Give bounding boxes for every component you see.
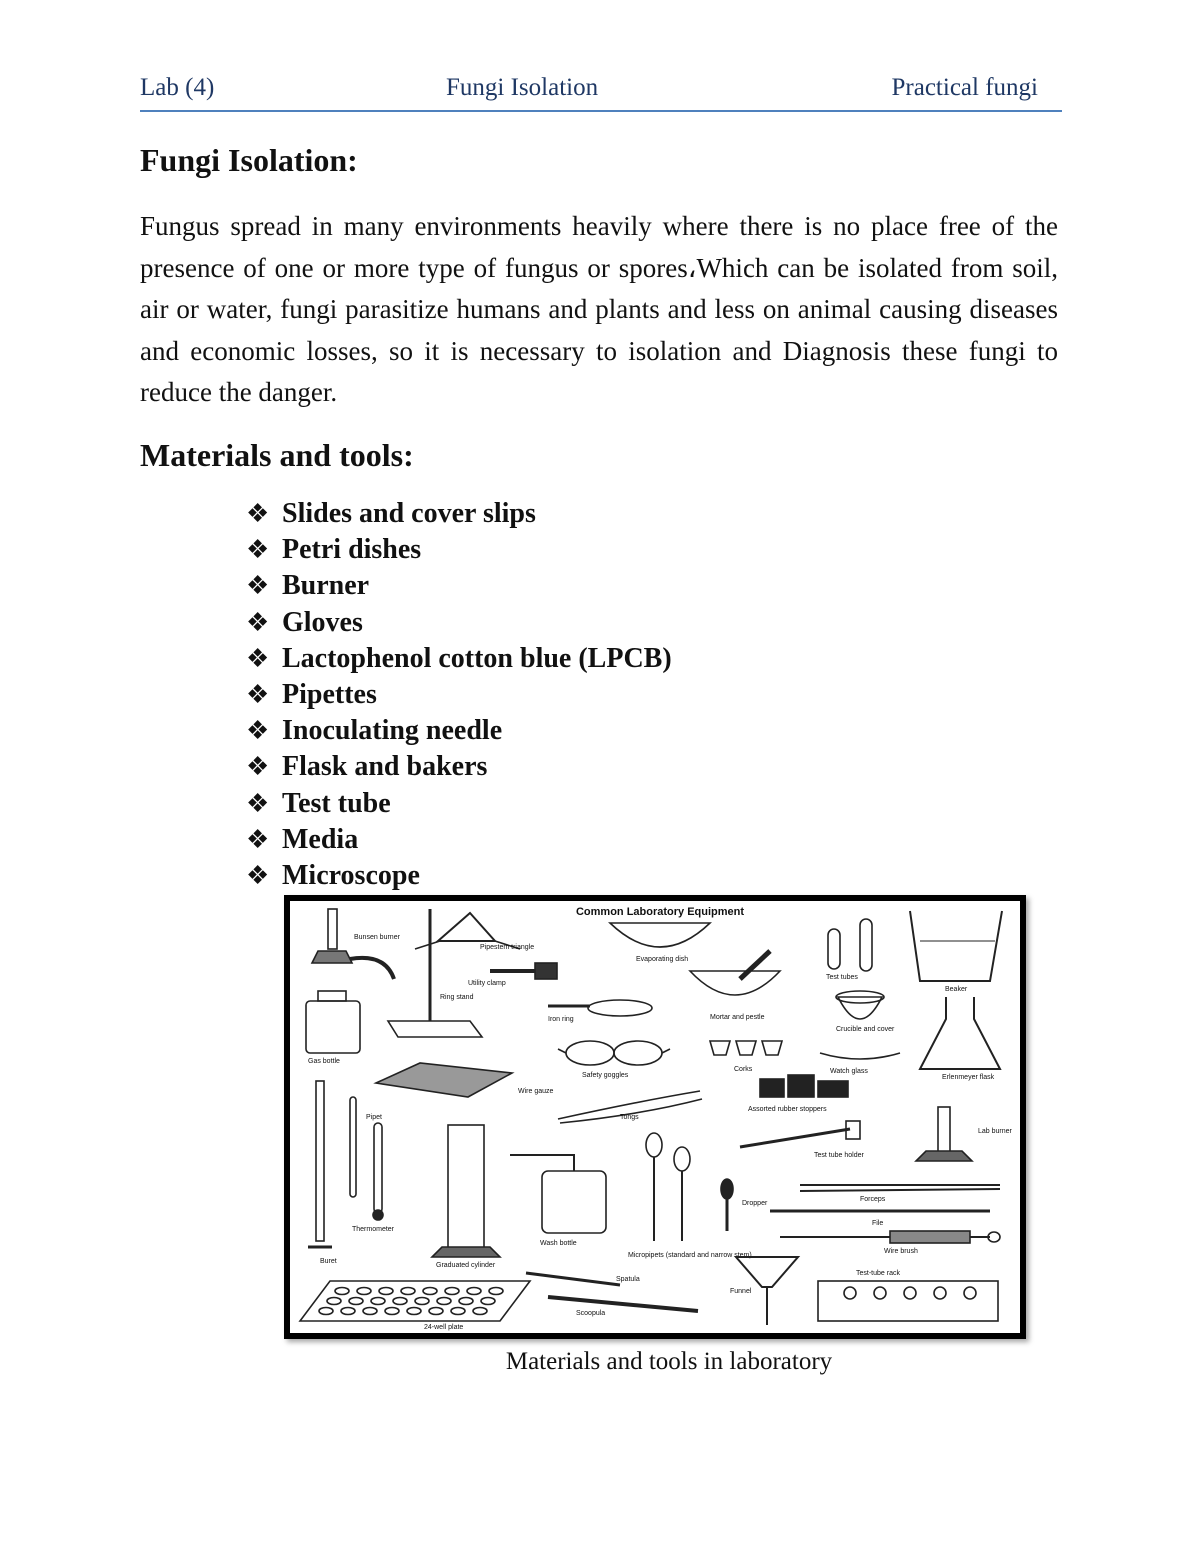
lab-burner-drawing bbox=[916, 1107, 972, 1161]
materials-item-label: Slides and cover slips bbox=[282, 498, 536, 529]
well-icon bbox=[363, 1308, 377, 1315]
well-icon bbox=[393, 1298, 407, 1305]
figure-title: Common Laboratory Equipment bbox=[575, 906, 745, 918]
label-mortar: Mortar and pestle bbox=[710, 1014, 765, 1021]
label-goggles: Safety goggles bbox=[582, 1072, 629, 1079]
well-icon bbox=[429, 1308, 443, 1315]
label-wirebrush: Wire brush bbox=[884, 1248, 918, 1255]
materials-item-label: Test tube bbox=[282, 787, 391, 819]
bunsen-burner-drawing bbox=[312, 909, 394, 979]
intro-paragraph: Fungus spread in many environments heavily where there is no place free of the presence of one or more type of fungus or spores،Which can be isolated from soil, air or water, fungi parasitize humans and plants and less on animal causing diseases and economic losses, so it is necessary to isolation and Diagnosis these fungi to reduce the danger. bbox=[140, 211, 1058, 408]
gas-bottle-drawing bbox=[306, 991, 360, 1053]
label-testtubes: Test tubes bbox=[826, 974, 858, 981]
label-micropipets: Micropipets (standard and narrow stem) bbox=[628, 1252, 752, 1259]
iron-ring-drawing bbox=[548, 1000, 652, 1016]
diamond-bullet-icon: ❖ bbox=[246, 788, 270, 818]
well-icon bbox=[445, 1288, 459, 1295]
crucible-drawing bbox=[836, 991, 884, 1019]
well-icon bbox=[385, 1308, 399, 1315]
diamond-bullet-icon: ❖ bbox=[246, 679, 270, 709]
diamond-bullet-icon: ❖ bbox=[246, 571, 270, 601]
materials-item-label: Petri dishes bbox=[282, 534, 422, 566]
well-icon bbox=[401, 1288, 415, 1295]
materials-list-item bbox=[246, 713, 672, 749]
beaker-drawing bbox=[910, 911, 1002, 981]
evaporating-dish-drawing bbox=[610, 923, 710, 947]
label-file: File bbox=[872, 1220, 884, 1227]
safety-goggles-drawing bbox=[558, 1041, 670, 1065]
test-tube-holder-drawing bbox=[740, 1121, 860, 1147]
watch-glass-drawing bbox=[820, 1053, 900, 1059]
label-spatula: Spatula bbox=[616, 1276, 640, 1283]
materials-item-label: Gloves bbox=[282, 606, 363, 638]
scoopula-drawing bbox=[548, 1297, 698, 1311]
wire-gauze-drawing bbox=[376, 1063, 512, 1097]
spatula-drawing bbox=[526, 1273, 620, 1285]
label-evaporating: Evaporating dish bbox=[636, 956, 689, 963]
well-icon bbox=[467, 1288, 481, 1295]
well-icon bbox=[371, 1298, 385, 1305]
label-scoopula: Scoopula bbox=[576, 1310, 606, 1317]
materials-item-label: Inoculating needle bbox=[282, 715, 503, 747]
materials-list-item bbox=[246, 568, 672, 604]
materials-item-label: Pipettes bbox=[282, 678, 377, 710]
materials-list-item bbox=[246, 858, 672, 894]
section-heading-materials: Materials and tools: bbox=[140, 437, 414, 473]
well-plate-drawing bbox=[300, 1281, 530, 1321]
thermometer-drawing bbox=[373, 1123, 383, 1220]
materials-list-item bbox=[246, 496, 672, 532]
label-washbottle: Wash bottle bbox=[540, 1240, 577, 1247]
label-tuberack: Test-tube rack bbox=[856, 1270, 900, 1277]
label-funnel: Funnel bbox=[730, 1288, 752, 1295]
label-gauze: Wire gauze bbox=[518, 1088, 554, 1095]
lab-equipment-illustration bbox=[290, 901, 1020, 1333]
materials-item-label: Lactophenol cotton blue (LPCB) bbox=[282, 642, 672, 674]
test-tube-rack-drawing bbox=[818, 1281, 998, 1321]
label-ringstand: Ring stand bbox=[440, 994, 474, 1001]
diamond-bullet-icon: ❖ bbox=[246, 752, 270, 782]
page-header bbox=[140, 70, 1062, 112]
label-beaker: Beaker bbox=[945, 986, 968, 993]
label-watchglass: Watch glass bbox=[830, 1068, 868, 1075]
header-course: Practical fungi bbox=[891, 74, 1038, 101]
label-thermometer: Thermometer bbox=[352, 1226, 395, 1233]
well-icon bbox=[349, 1298, 363, 1305]
test-tubes-drawing bbox=[828, 919, 872, 971]
diamond-bullet-icon: ❖ bbox=[246, 643, 270, 673]
label-erlenmeyer: Erlenmeyer flask bbox=[942, 1074, 995, 1081]
materials-list-item bbox=[246, 749, 672, 785]
corks-drawing bbox=[710, 1041, 782, 1055]
figure-caption: Materials and tools in laboratory bbox=[505, 1348, 833, 1375]
label-corks: Corks bbox=[734, 1066, 753, 1073]
diamond-bullet-icon: ❖ bbox=[246, 535, 270, 565]
label-labburner: Lab burner bbox=[978, 1128, 1012, 1135]
label-forceps: Forceps bbox=[860, 1196, 886, 1203]
materials-list-item bbox=[246, 677, 672, 713]
mortar-pestle-drawing bbox=[690, 951, 780, 995]
buret-drawing bbox=[308, 1081, 332, 1247]
well-icon bbox=[481, 1298, 495, 1305]
utility-clamp-drawing bbox=[490, 963, 557, 979]
well-icon bbox=[437, 1298, 451, 1305]
erlenmeyer-flask-drawing bbox=[920, 997, 1000, 1069]
dropper-drawing bbox=[721, 1179, 733, 1231]
label-ironring: Iron ring bbox=[548, 1016, 574, 1023]
diamond-bullet-icon: ❖ bbox=[246, 607, 270, 637]
well-icon bbox=[357, 1288, 371, 1295]
label-cylinder: Graduated cylinder bbox=[436, 1262, 496, 1269]
wire-brush-drawing bbox=[780, 1231, 1000, 1243]
section-heading-fungi-isolation: Fungi Isolation: bbox=[140, 142, 358, 178]
label-pipet: Pipet bbox=[366, 1114, 382, 1121]
label-dropper: Dropper bbox=[742, 1200, 768, 1207]
label-gasbottle: Gas bottle bbox=[308, 1058, 340, 1065]
label-bunsen: Bunsen burner bbox=[354, 934, 400, 941]
ring-stand-drawing bbox=[388, 909, 482, 1037]
pipet-drawing bbox=[350, 1097, 356, 1197]
well-icon bbox=[489, 1288, 503, 1295]
label-buret: Buret bbox=[320, 1258, 337, 1265]
forceps-drawing bbox=[800, 1185, 1000, 1191]
well-icon bbox=[379, 1288, 393, 1295]
well-icon bbox=[451, 1308, 465, 1315]
materials-item-label: Microscope bbox=[282, 859, 420, 891]
well-icon bbox=[407, 1308, 421, 1315]
well-icon bbox=[415, 1298, 429, 1305]
graduated-cylinder-drawing bbox=[432, 1125, 500, 1257]
materials-list bbox=[246, 496, 672, 894]
materials-list-item bbox=[246, 822, 672, 858]
diamond-bullet-icon: ❖ bbox=[246, 824, 270, 854]
label-tongs: Tongs bbox=[620, 1114, 639, 1121]
well-icon bbox=[335, 1288, 349, 1295]
diamond-bullet-icon: ❖ bbox=[246, 499, 270, 528]
materials-item-label: Burner bbox=[282, 570, 370, 602]
diamond-bullet-icon: ❖ bbox=[246, 716, 270, 746]
well-icon bbox=[341, 1308, 355, 1315]
wash-bottle-drawing bbox=[510, 1155, 606, 1233]
materials-item-label: Media bbox=[282, 823, 359, 855]
lab-equipment-figure bbox=[284, 895, 1026, 1339]
materials-list-item bbox=[246, 786, 672, 822]
micropipets-drawing bbox=[646, 1133, 690, 1241]
diamond-bullet-icon: ❖ bbox=[246, 860, 270, 890]
label-crucible: Crucible and cover bbox=[836, 1026, 895, 1033]
well-icon bbox=[473, 1308, 487, 1315]
materials-list-item bbox=[246, 532, 672, 568]
well-icon bbox=[459, 1298, 473, 1305]
label-tubeholder: Test tube holder bbox=[814, 1152, 864, 1159]
label-pipestem: Pipestem triangle bbox=[480, 944, 535, 951]
label-stoppers: Assorted rubber stoppers bbox=[748, 1106, 827, 1113]
well-icon bbox=[319, 1308, 333, 1315]
well-icon bbox=[423, 1288, 437, 1295]
materials-list-item bbox=[246, 605, 672, 641]
label-utility: Utility clamp bbox=[468, 980, 506, 987]
well-icon bbox=[327, 1298, 341, 1305]
header-lab-number: Lab (4) bbox=[140, 74, 215, 101]
materials-item-label: Flask and bakers bbox=[282, 751, 488, 783]
header-topic: Fungi Isolation bbox=[446, 74, 599, 101]
materials-list-item bbox=[246, 641, 672, 677]
label-wellplate: 24-well plate bbox=[424, 1324, 464, 1331]
rubber-stoppers-drawing bbox=[760, 1075, 848, 1097]
